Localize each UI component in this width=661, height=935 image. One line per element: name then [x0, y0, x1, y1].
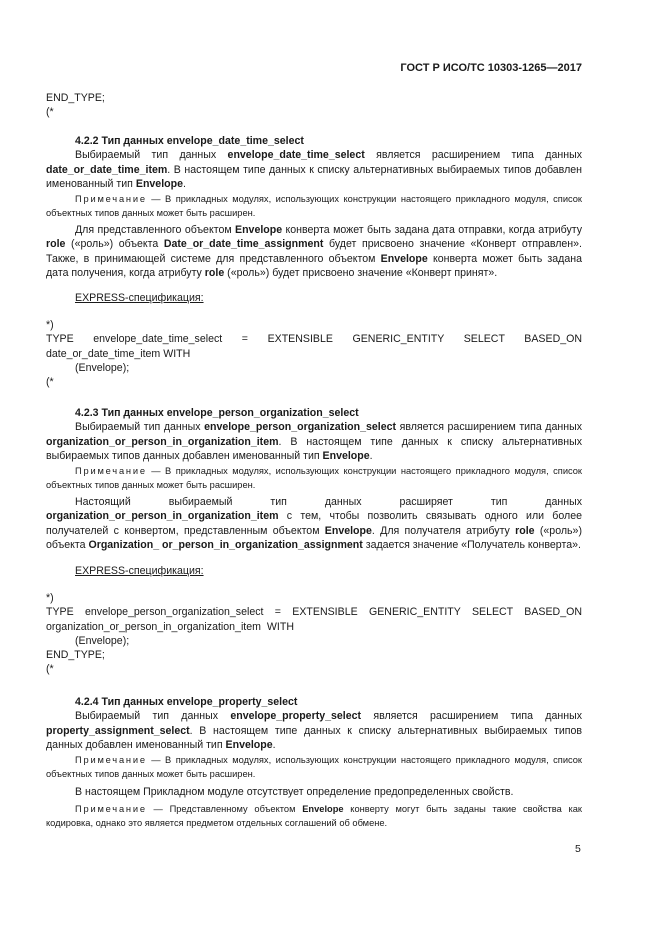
section-4-2-3: [46, 406, 582, 463]
express-code-block: [46, 591, 582, 677]
code-open-comment: (*: [46, 663, 54, 676]
express-spec-label: EXPRESS-спецификация:: [75, 565, 204, 577]
section-4-2-2: [46, 134, 582, 191]
code-close-comment: *): [46, 319, 54, 331]
code-envelope: (Envelope);: [75, 361, 130, 374]
note: Примечание — Представленному объектом Envelope конверту могут быть заданы такие свойства как кодировка, однако это является предметом отдельных соглашений об обмене.: [46, 804, 582, 828]
document-id-header: ГОСТ Р ИСО/ТС 10303-1265—2017: [400, 62, 582, 74]
section-paragraph: Настоящий выбираемый тип данных расширяет тип данных organization_or_person_in_organization_item с тем, чтобы позволить связывать одного или более получателей с конвертом, представленным объектом Envelope. Для получателя атрибуту role («роль») объекта Organization_ or_person_in_organization_assignment задается значение «Получатель конверта».: [46, 496, 582, 551]
section-heading: 4.2.3 Тип данных envelope_person_organization_select: [75, 407, 359, 419]
page-number: 5: [575, 843, 581, 855]
section-heading: 4.2.4 Тип данных envelope_property_select: [75, 696, 298, 708]
note: Примечание — В прикладных модулях, использующих конструкции настоящего прикладного модуля, список объектных типов данных может быть расширен.: [46, 466, 582, 490]
code-fragment-top: [46, 91, 582, 120]
code-envelope: (Envelope);: [75, 634, 130, 647]
section-heading: 4.2.2 Тип данных envelope_date_time_select: [75, 135, 304, 147]
code-close-comment: *): [46, 592, 54, 604]
code-open-comment: (*: [46, 106, 54, 119]
section-paragraph: Выбираемый тип данных envelope_date_time_select является расширением типа данных date_or_date_time_item. В настоящем типе данных к списку альтернативных выбираемых типов добавлен именованный тип Envelope.: [46, 149, 582, 190]
code-end-type: END_TYPE;: [46, 92, 105, 104]
section-paragraph: Выбираемый тип данных envelope_person_organization_select является расширением типа данных organization_or_person_in_organization_item. В настоящем типе данных к списку альтернативных выбираемых типов данных добавлен именованный тип Envelope.: [46, 421, 582, 462]
section-paragraph: В настоящем Прикладном модуле отсутствует определение предопределенных свойств.: [75, 786, 514, 798]
express-spec-label: EXPRESS-спецификация:: [75, 292, 204, 304]
note: Примечание — В прикладных модулях, использующих конструкции настоящего прикладного модуля, список объектных типов данных может быть расширен.: [46, 194, 582, 218]
express-code-block: [46, 318, 582, 389]
section-paragraph: Для представленного объектом Envelope конверта может быть задана дата отправки, когда атрибуту role («роль») объекта Date_or_date_time_assignment будет присвоено значение «Конверт отправлен». Также, в принимающей системе для представленного объектом Envelope конверта может быть задана дата получения, когда атрибуту role («роль») будет присвоено значение «Конверт принят».: [46, 224, 583, 279]
code-open-comment: (*: [46, 376, 54, 389]
section-paragraph: Выбираемый тип данных envelope_property_select является расширением типа данных property_assignment_select. В настоящем типе данных к списку альтернативных выбираемых типов данных добавлен именованный тип Envelope.: [46, 710, 582, 751]
note: Примечание — В прикладных модулях, использующих конструкции настоящего прикладного модуля, список объектных типов данных может быть расширен.: [46, 755, 582, 779]
code-end-type: END_TYPE;: [46, 649, 105, 662]
code-type-declaration: TYPE envelope_date_time_select = EXTENSIBLE GENERIC_ENTITY SELECT BASED_ON date_or_date_time_item WITH: [46, 333, 582, 360]
code-type-declaration: TYPE envelope_person_organization_select = EXTENSIBLE GENERIC_ENTITY SELECT BASED_ON organization_or_person_in_organization_item WITH: [46, 606, 582, 633]
section-4-2-4: [46, 695, 582, 752]
